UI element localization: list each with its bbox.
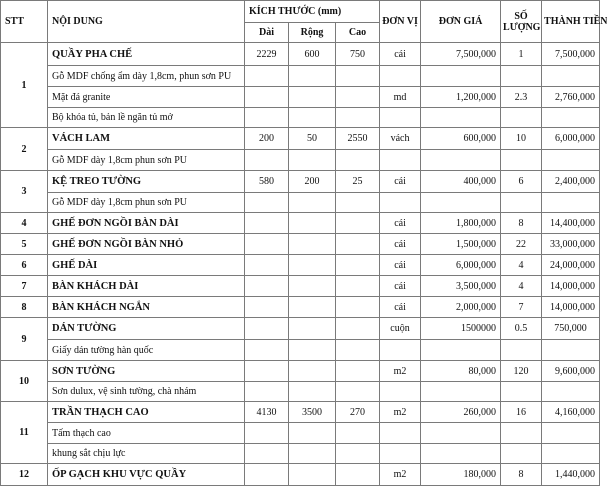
header-size: KÍCH THƯỚC (mm) bbox=[245, 1, 380, 23]
row-stt: 7 bbox=[1, 276, 48, 297]
row-stt: 1 bbox=[1, 43, 48, 128]
row-stt: 6 bbox=[1, 255, 48, 276]
row-qty: 16 bbox=[501, 402, 542, 423]
row-width: 3500 bbox=[289, 402, 336, 423]
row-length: 580 bbox=[245, 171, 289, 193]
row-unit: cái bbox=[380, 255, 421, 276]
row-stt: 5 bbox=[1, 234, 48, 255]
row-stt: 2 bbox=[1, 128, 48, 171]
row-name: VÁCH LAM bbox=[48, 128, 245, 150]
row-length: 2229 bbox=[245, 43, 289, 66]
row-stt: 4 bbox=[1, 213, 48, 234]
header-total: THÀNH TIỀN bbox=[542, 1, 600, 43]
row-total: 14,400,000 bbox=[542, 213, 600, 234]
row-total: 14,000,000 bbox=[542, 276, 600, 297]
table-row bbox=[1, 382, 600, 402]
table-row bbox=[1, 213, 600, 234]
row-desc: Sơn dulux, vệ sinh tường, chà nhám bbox=[48, 382, 245, 402]
row-desc: Giấy dán tường hàn quốc bbox=[48, 340, 245, 361]
row-height: 750 bbox=[336, 43, 380, 66]
row-height: 2550 bbox=[336, 128, 380, 150]
row-name: DÁN TƯỜNG bbox=[48, 318, 245, 340]
row-name: QUẦY PHA CHẾ bbox=[48, 43, 245, 66]
row-name: BÀN KHÁCH DÀI bbox=[48, 276, 245, 297]
row-total: 1,440,000 bbox=[542, 464, 600, 486]
row-desc: Bộ khóa tủ, bản lề ngăn tủ mở bbox=[48, 108, 245, 128]
row-price: 2,000,000 bbox=[421, 297, 501, 318]
header-width: Rộng bbox=[289, 23, 336, 43]
row-total: 33,000,000 bbox=[542, 234, 600, 255]
table-row bbox=[1, 402, 600, 423]
header-content: NỘI DUNG bbox=[48, 1, 245, 43]
row-total: 750,000 bbox=[542, 318, 600, 340]
row-qty: 1 bbox=[501, 43, 542, 66]
row-qty: 8 bbox=[501, 464, 542, 486]
row-price: 1500000 bbox=[421, 318, 501, 340]
row-price: 260,000 bbox=[421, 402, 501, 423]
table-row bbox=[1, 43, 600, 66]
row-width: 50 bbox=[289, 128, 336, 150]
row-unit: md bbox=[380, 87, 421, 108]
row-qty: 4 bbox=[501, 276, 542, 297]
header-qty bbox=[501, 1, 542, 43]
row-total: 7,500,000 bbox=[542, 43, 600, 66]
header-stt: STT bbox=[1, 1, 48, 43]
row-unit: cái bbox=[380, 43, 421, 66]
row-price: 600,000 bbox=[421, 128, 501, 150]
table-row bbox=[1, 255, 600, 276]
row-desc: Mặt đá granite bbox=[48, 87, 245, 108]
row-name: GHẾ ĐƠN NGỒI BÀN DÀI bbox=[48, 213, 245, 234]
table-row bbox=[1, 234, 600, 255]
row-total: 2,400,000 bbox=[542, 171, 600, 193]
row-price: 6,000,000 bbox=[421, 255, 501, 276]
row-qty: 4 bbox=[501, 255, 542, 276]
row-unit: cái bbox=[380, 171, 421, 193]
row-qty: 8 bbox=[501, 213, 542, 234]
row-width: 600 bbox=[289, 43, 336, 66]
row-desc: Gỗ MDF dày 1,8cm phun sơn PU bbox=[48, 193, 245, 213]
table-row bbox=[1, 361, 600, 382]
table-row bbox=[1, 318, 600, 340]
table-row bbox=[1, 444, 600, 464]
row-stt: 11 bbox=[1, 402, 48, 464]
row-total: 14,000,000 bbox=[542, 297, 600, 318]
row-price: 1,200,000 bbox=[421, 87, 501, 108]
row-name: GHẾ ĐƠN NGỒI BÀN NHỎ bbox=[48, 234, 245, 255]
table-row bbox=[1, 297, 600, 318]
table-row bbox=[1, 128, 600, 150]
row-qty: 2.3 bbox=[501, 87, 542, 108]
row-name: ỐP GẠCH KHU VỰC QUẦY bbox=[48, 464, 245, 486]
row-unit: cái bbox=[380, 297, 421, 318]
row-qty: 0.5 bbox=[501, 318, 542, 340]
row-height: 25 bbox=[336, 171, 380, 193]
row-total: 6,000,000 bbox=[542, 128, 600, 150]
row-unit: cuộn bbox=[380, 318, 421, 340]
table-row bbox=[1, 150, 600, 171]
table-row bbox=[1, 340, 600, 361]
row-total: 4,160,000 bbox=[542, 402, 600, 423]
header-length: Dài bbox=[245, 23, 289, 43]
row-unit: m2 bbox=[380, 464, 421, 486]
table-row bbox=[1, 66, 600, 87]
row-price: 7,500,000 bbox=[421, 43, 501, 66]
row-total: 2,760,000 bbox=[542, 87, 600, 108]
row-price: 180,000 bbox=[421, 464, 501, 486]
row-name: SƠN TƯỜNG bbox=[48, 361, 245, 382]
table-row bbox=[1, 423, 600, 444]
row-name: BÀN KHÁCH NGẮN bbox=[48, 297, 245, 318]
row-total: 24,000,000 bbox=[542, 255, 600, 276]
row-desc: khung sắt chịu lực bbox=[48, 444, 245, 464]
row-name: GHẾ DÀI bbox=[48, 255, 245, 276]
row-stt: 9 bbox=[1, 318, 48, 361]
row-qty: 22 bbox=[501, 234, 542, 255]
header-unit: ĐƠN VỊ bbox=[380, 1, 421, 43]
table-row bbox=[1, 193, 600, 213]
row-stt: 10 bbox=[1, 361, 48, 402]
table-row bbox=[1, 171, 600, 193]
row-qty: 6 bbox=[501, 171, 542, 193]
table-row bbox=[1, 87, 600, 108]
row-price: 400,000 bbox=[421, 171, 501, 193]
row-length: 200 bbox=[245, 128, 289, 150]
header-height: Cao bbox=[336, 23, 380, 43]
row-unit: cái bbox=[380, 276, 421, 297]
row-unit: cái bbox=[380, 213, 421, 234]
header-price: ĐƠN GIÁ bbox=[421, 1, 501, 43]
row-height: 270 bbox=[336, 402, 380, 423]
row-price: 1,800,000 bbox=[421, 213, 501, 234]
row-total: 9,600,000 bbox=[542, 361, 600, 382]
row-price: 1,500,000 bbox=[421, 234, 501, 255]
row-name: KỆ TREO TƯỜNG bbox=[48, 171, 245, 193]
header-qty-line2: LƯỢNG bbox=[503, 21, 541, 33]
row-qty: 7 bbox=[501, 297, 542, 318]
table-row bbox=[1, 108, 600, 128]
row-qty: 120 bbox=[501, 361, 542, 382]
header-qty-line1: SỐ bbox=[514, 10, 528, 22]
table-row bbox=[1, 464, 600, 486]
row-qty: 10 bbox=[501, 128, 542, 150]
table-row bbox=[1, 276, 600, 297]
row-length: 4130 bbox=[245, 402, 289, 423]
row-width: 200 bbox=[289, 171, 336, 193]
row-stt: 12 bbox=[1, 464, 48, 486]
row-unit: vách bbox=[380, 128, 421, 150]
row-unit: m2 bbox=[380, 402, 421, 423]
row-price: 80,000 bbox=[421, 361, 501, 382]
row-price: 3,500,000 bbox=[421, 276, 501, 297]
row-desc: Gỗ MDF chống ẩm dày 1,8cm, phun sơn PU bbox=[48, 66, 245, 87]
row-stt: 3 bbox=[1, 171, 48, 213]
row-unit: cái bbox=[380, 234, 421, 255]
row-stt: 8 bbox=[1, 297, 48, 318]
row-desc: Tấm thạch cao bbox=[48, 423, 245, 444]
row-name: TRẦN THẠCH CAO bbox=[48, 402, 245, 423]
row-desc: Gỗ MDF dày 1,8cm phun sơn PU bbox=[48, 150, 245, 171]
row-unit: m2 bbox=[380, 361, 421, 382]
